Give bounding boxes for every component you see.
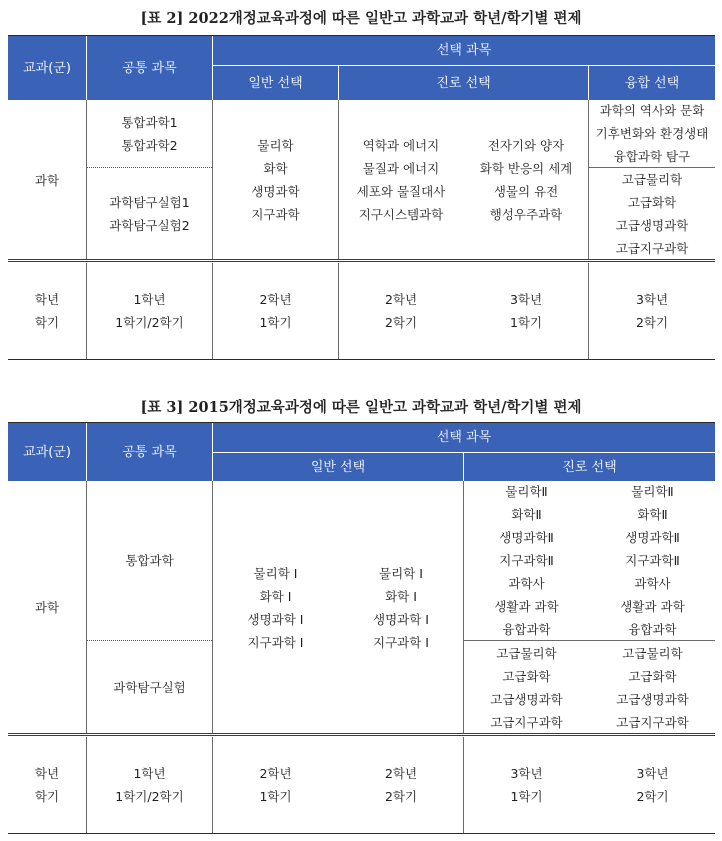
- t2-grade-general-a: [213, 737, 338, 833]
- t2-hdr-divider: [463, 453, 464, 481]
- cell-line: 기후변화와 환경생태: [595, 126, 709, 141]
- cell-line: 1학기/2학기: [115, 315, 184, 330]
- t2-header-elective-label: 선택 과목: [436, 430, 492, 445]
- cell-line: 물리학 I: [253, 565, 298, 581]
- cell-line: 과학사: [508, 575, 545, 591]
- cell-line: 3학년: [510, 766, 543, 781]
- t2-header-subject: [8, 423, 86, 481]
- t2-top-border: [8, 422, 715, 423]
- cell-line: 물질과 에너지: [362, 161, 440, 176]
- t2-header-career: [464, 453, 715, 481]
- cell-line: 화학Ⅱ: [511, 506, 542, 522]
- t1-header-fusion: [589, 66, 715, 100]
- cell-line: 융합과학 탐구: [613, 149, 691, 164]
- cell-line: 지구시스템과학: [358, 207, 444, 222]
- t2-header-subject-label: 교과(군): [23, 444, 71, 460]
- cell-line: 1학기/2학기: [115, 789, 184, 804]
- cell-line: 지구과학Ⅱ: [499, 552, 554, 568]
- cell-line: 화학 반응의 세계: [479, 161, 573, 176]
- cell-line: 과학탐구실험2: [109, 218, 190, 233]
- t1-col-divider: [338, 100, 339, 260]
- t1-subject-label: 과학: [34, 172, 60, 188]
- t1-hdr-divider: [212, 36, 213, 100]
- cell-line: 지구과학Ⅱ: [625, 552, 680, 568]
- t2-header-career-label: 진로 선택: [562, 459, 617, 475]
- table2-caption: [표 3] 2015개정교육과정에 따른 일반고 과학교과 학년/학기별 편제: [140, 399, 582, 416]
- t1-career-b-cell: [464, 100, 588, 260]
- t1-grade-label: [8, 263, 86, 359]
- cell-line: 과학탐구실험1: [109, 195, 190, 210]
- t2-common-top: [87, 481, 212, 639]
- t2-grade-career-b: [590, 737, 715, 833]
- cell-line: 2학기: [384, 315, 418, 330]
- cell-line: 학기: [34, 315, 60, 330]
- t2-career-a-bottom: [464, 641, 589, 734]
- cell-line: 2학년: [384, 766, 418, 781]
- cell-line: 통합과학1: [121, 114, 178, 130]
- cell-line: 생활과 과학: [620, 598, 685, 614]
- cell-line: 3학년: [635, 292, 669, 307]
- cell-line: 2학기: [636, 789, 669, 804]
- t1-hdr-divider: [86, 36, 87, 100]
- t1-header-general-label: 일반 선택: [248, 75, 303, 91]
- t1-hdr-divider: [588, 66, 589, 100]
- t2-header-general-label: 일반 선택: [310, 459, 366, 475]
- t1-grade-general: [213, 263, 338, 359]
- cell-line: 생활과 과학: [494, 598, 559, 614]
- cell-line: 전자기와 양자: [487, 138, 565, 153]
- cell-line: 고급화학: [502, 668, 551, 684]
- cell-line: 고급화학: [627, 195, 677, 210]
- cell-line: 화학: [263, 161, 288, 176]
- cell-line: 2학기: [635, 315, 669, 330]
- cell-line: 2학년: [259, 766, 292, 781]
- t1-col-divider: [212, 100, 213, 260]
- cell-line: 생명과학Ⅱ: [499, 529, 554, 545]
- cell-line: 생물의 유전: [493, 184, 559, 199]
- t1-col-divider: [86, 263, 87, 359]
- t1-hdr-divider: [338, 66, 339, 100]
- cell-line: 물리학Ⅱ: [505, 483, 548, 499]
- t1-fusion-bottom: [589, 168, 715, 260]
- cell-line: 1학기: [259, 315, 292, 330]
- t1-hdr-divider: [213, 65, 715, 66]
- cell-line: 고급생명과학: [616, 691, 689, 707]
- t2-header-elective: [213, 423, 715, 452]
- t1-header-common-label: 공통 과목: [122, 60, 177, 76]
- t1-grade-fusion: [589, 263, 715, 359]
- t2-career-divider: [464, 640, 715, 641]
- t2-header-general: [213, 453, 463, 481]
- t1-double-rule: [8, 259, 715, 262]
- t2-career-b-top: [590, 481, 715, 639]
- t2-grade-general-b: [339, 737, 463, 833]
- t1-general-cell: [213, 100, 338, 260]
- cell-line: 세포와 물질대사: [356, 184, 446, 199]
- cell-line: 학년: [34, 292, 60, 307]
- cell-line: 화학Ⅱ: [637, 506, 668, 522]
- t2-general-a-cell: [213, 481, 338, 734]
- t2-col-divider: [463, 737, 464, 833]
- t1-header-career: [339, 66, 588, 100]
- cell-line: 고급생명과학: [490, 691, 563, 707]
- t1-header-general: [213, 66, 338, 100]
- cell-line: 지구과학: [251, 207, 300, 222]
- t1-fusion-divider: [589, 167, 715, 168]
- t2-common-bottom: [87, 641, 212, 734]
- cell-line: 고급물리학: [621, 172, 683, 187]
- cell-line: 3학년: [509, 292, 543, 307]
- t2-header-common-label: 공통 과목: [122, 444, 177, 460]
- cell-line: 고급지구과학: [615, 241, 689, 256]
- cell-line: 1학년: [133, 292, 166, 307]
- cell-line: 고급지구과학: [490, 714, 563, 730]
- t1-common-bottom: [87, 168, 212, 260]
- cell-line: 생명과학: [251, 184, 300, 199]
- t1-header-fusion-label: 융합 선택: [624, 75, 680, 91]
- cell-line: 융합과학: [502, 621, 551, 637]
- cell-line: 과학탐구실험: [113, 680, 186, 695]
- cell-line: 행성우주과학: [489, 207, 563, 222]
- t2-hdr-divider: [86, 423, 87, 481]
- t2-subject-cell: [8, 481, 86, 734]
- t1-header-career-label: 진로 선택: [436, 75, 491, 91]
- t1-career-a-cell: [339, 100, 463, 260]
- cell-line: 고급화학: [628, 668, 677, 684]
- t1-header-subject: [8, 36, 86, 100]
- cell-line: 과학의 역사와 문화: [599, 103, 705, 118]
- cell-line: 1학기: [510, 789, 543, 804]
- t1-grade-career-a: [339, 263, 463, 359]
- t2-subject-label: 과학: [34, 600, 60, 615]
- cell-line: 통합과학: [125, 552, 174, 568]
- cell-line: 생명과학 I: [247, 611, 304, 627]
- cell-line: 고급물리학: [622, 645, 683, 661]
- t2-career-a-top: [464, 481, 589, 639]
- cell-line: 역학과 에너지: [362, 138, 440, 153]
- cell-line: 화학 I: [259, 588, 292, 604]
- t2-header-common: [87, 423, 212, 481]
- cell-line: 학년: [34, 766, 60, 781]
- t1-header-subject-label: 교과(군): [23, 60, 71, 76]
- t1-col-divider: [86, 100, 87, 260]
- t2-double-rule: [8, 733, 715, 736]
- t1-col-divider: [338, 263, 339, 359]
- cell-line: 생명과학Ⅱ: [625, 529, 680, 545]
- cell-line: 1학기: [509, 315, 543, 330]
- t2-bottom-border: [8, 833, 715, 834]
- t2-grade-label: [8, 737, 86, 833]
- t2-col-divider: [86, 737, 87, 833]
- cell-line: 3학년: [636, 766, 669, 781]
- t1-grade-common: [87, 263, 212, 359]
- t2-col-divider: [212, 481, 213, 734]
- cell-line: 학기: [34, 789, 60, 804]
- t1-header-elective: [213, 36, 715, 65]
- t1-header-elective-label: 선택 과목: [436, 43, 492, 58]
- cell-line: 2학기: [384, 789, 418, 804]
- t1-common-top: [87, 100, 212, 167]
- t1-col-divider: [588, 263, 589, 359]
- t2-grade-career-a: [464, 737, 589, 833]
- cell-line: 과학사: [634, 575, 671, 591]
- cell-line: 물리학Ⅱ: [631, 483, 674, 499]
- t1-subject-cell: [8, 100, 86, 260]
- cell-line: 고급생명과학: [615, 218, 689, 233]
- t1-grade-career-b: [464, 263, 588, 359]
- cell-line: 물리학 I: [379, 565, 423, 581]
- t2-col-divider: [212, 737, 213, 833]
- cell-line: 고급물리학: [496, 645, 557, 661]
- t2-col-divider: [86, 481, 87, 734]
- t2-col-divider: [463, 481, 464, 734]
- t1-bottom-border: [8, 359, 715, 360]
- cell-line: 지구과학 I: [247, 634, 304, 650]
- cell-line: 화학 I: [385, 588, 417, 604]
- t1-col-divider: [588, 100, 589, 260]
- cell-line: 융합과학: [628, 621, 677, 637]
- cell-line: 2학년: [259, 292, 292, 307]
- cell-line: 통합과학2: [121, 137, 178, 153]
- t2-dotted-divider: [87, 640, 212, 641]
- t2-general-b-cell: [339, 481, 463, 734]
- t2-hdr-divider: [213, 452, 715, 453]
- cell-line: 지구과학 I: [373, 634, 429, 650]
- cell-line: 2학년: [384, 292, 418, 307]
- t1-header-common: [87, 36, 212, 100]
- table1-caption: [표 2] 2022개정교육과정에 따른 일반고 과학교과 학년/학기별 편제: [140, 10, 582, 27]
- cell-line: 고급지구과학: [616, 714, 689, 730]
- cell-line: 1학기: [259, 789, 292, 804]
- t1-top-border: [8, 35, 715, 36]
- cell-line: 생명과학 I: [373, 611, 429, 627]
- t1-dotted-divider: [87, 167, 212, 168]
- cell-line: 물리학: [257, 138, 294, 153]
- cell-line: 1학년: [133, 766, 166, 781]
- t1-fusion-top: [589, 100, 715, 167]
- t2-grade-common: [87, 737, 212, 833]
- t2-career-b-bottom: [590, 641, 715, 734]
- t1-col-divider: [212, 263, 213, 359]
